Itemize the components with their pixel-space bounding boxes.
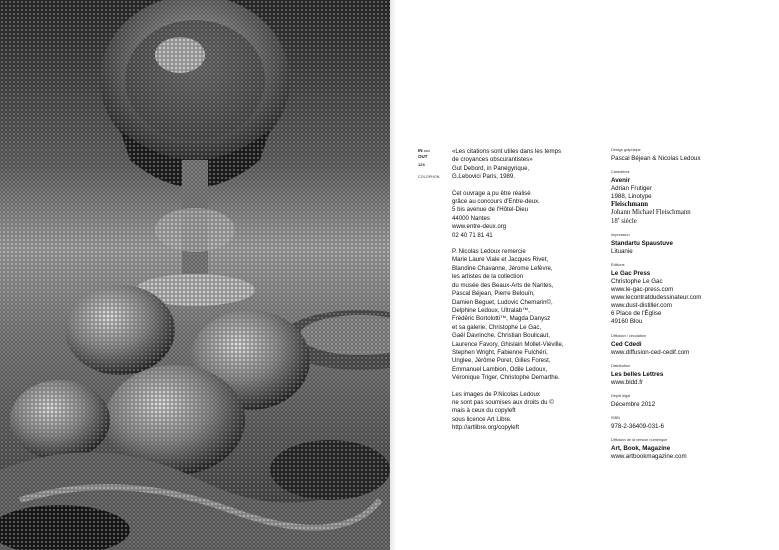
acknowledgements-paragraph: P. Nicolas Ledoux remercie Marie Laure Viale et Jacques Rivet, Blandine Chavanne, Jérome Lefèvre, les artistes de la collection du musée des Beaux-Arts de Nantes, Pascal Béjean, Pierre Belouïn, Damien Beguet, Ludovic Chemarin©, Delphine Ledoux, Ultralab™, Frédéric Bortolotti™, Magda Danysz et sa galerie, Christophe Le Gac, Gaël Davrinche, Christian Boulicaut, Laurence Favory, Ghislain Mollet-Viéville, Stephen Wright, Fabienne Fulchéri, Unglee, Jérôme Poret, Gilles Forest, Emmanuel Lambion, Odile Ledoux, Véronique Triger, Christophe Demarthe. [452, 248, 564, 382]
contrat-dessinateur-link[interactable]: www.lecontratdudessinateur.com [611, 294, 702, 302]
section-label: COLOPHON [418, 175, 440, 179]
quote-paragraph: «Les citations sont utiles dans les temps de croyances obscurantistes» Gut Debord, in Panégyrique, G.Lebovici Paris, 1989. [452, 148, 562, 181]
le-gac-press-link[interactable]: www.le-gac-press.com [611, 286, 674, 294]
credit-editions: Éditions Le Gac Press Christophe Le Gac www.le-gac-press.com www.lecontratdudessinateur.com www.dust-distiller.com 6 Place de l'Église 49160 Blou [611, 263, 751, 327]
artbook-link[interactable]: www.artbookmagazine.com [611, 453, 687, 461]
running-head [418, 148, 448, 180]
realisation-paragraph: Cet ouvrage a pu être réalisé grâce au concours d'Entre-deux. 5 bis avenue de l'Hôtel-Dieu 44000 Nantes www.entre-deux.org 02 40 71 81 41 [452, 189, 540, 239]
credit-isbn: ISBN 978-2-36409-031-6 [611, 415, 664, 430]
artlibre-link[interactable]: http://artlibre.org/copyleft [452, 424, 520, 432]
credit-design: Design graphique Pascal Béjean & Nicolas Ledoux [611, 148, 701, 162]
colophon-page [390, 0, 779, 550]
credit-print: Impression Standartu Spaustuve Lituanie [611, 232, 673, 255]
credit-digital: Diffusion de la version numérique Art, Book, Magazine www.artbookmagazine.com [611, 438, 751, 461]
bldd-link[interactable]: www.bldd.fr [611, 378, 643, 386]
credits-column [611, 148, 751, 468]
main-text [452, 148, 597, 441]
credit-distribution: Distribution Les belles Lettres www.bldd.fr [611, 364, 751, 387]
book-title-mark: IN and OUT [418, 148, 430, 159]
licence-paragraph: Les images de P.Nicolas Ledoux ne sont pas soumises aux droits du © mais à ceux du copyleft sous licence Art Libre. http://artlibre.org/copyleft [452, 391, 597, 433]
page-number: 123 [418, 162, 425, 167]
dust-distiller-link[interactable]: www.dust-distiller.com [611, 302, 672, 310]
gutter-shadow [390, 0, 396, 550]
credit-typefaces: Caractères Avenir Adrian Frutiger 1988, Linotype Fleischmann Johann Michael Fleischmann 18e siècle [611, 170, 751, 226]
century: 18e siècle [611, 215, 637, 225]
credit-diffusion: Diffusion / circulation Ced Cdedi www.diffusion-ced-cedif.com [611, 334, 751, 357]
credit-depot: Dépôt légal Décembre 2012 [611, 393, 656, 408]
diffusion-link[interactable]: www.diffusion-ced-cedif.com [611, 348, 690, 356]
